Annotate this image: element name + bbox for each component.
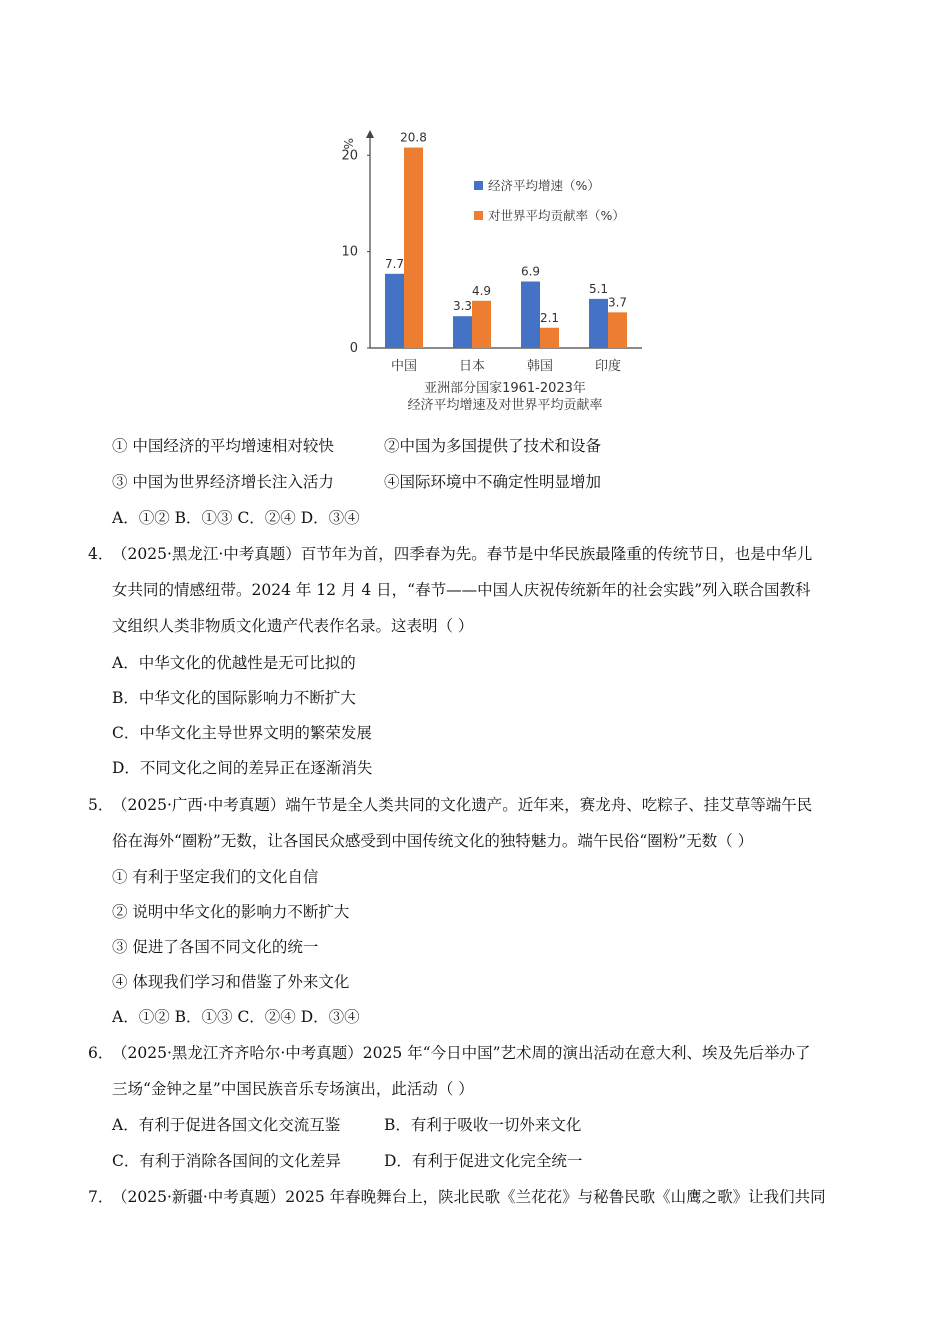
data-label: 5.1 [588, 281, 609, 296]
y-axis-label: % [341, 138, 355, 150]
legend [474, 178, 625, 223]
q3-answer-choices: A．①② B．①③ C．②④ D．③④ [112, 509, 360, 527]
legend-swatch [474, 181, 483, 190]
q6-option-c: C．有利于消除各国间的文化差异 [112, 1152, 341, 1170]
q5-option-1: ① 有利于坚定我们的文化自信 [112, 868, 319, 886]
q4-stem-line1: （2025·黑龙江·中考真题）百节年为首，四季春为先。春节是中华民族最隆重的传统节日，也是中华儿 [112, 545, 813, 563]
q4-option-b: B．中华文化的国际影响力不断扩大 [112, 689, 356, 707]
q5-answer-choices: A．①② B．①③ C．②④ D．③④ [112, 1008, 360, 1026]
q5-number: 5． [88, 796, 114, 814]
y-tick-label: 20 [341, 148, 358, 164]
q6-option-b: B．有利于吸收一切外来文化 [384, 1116, 582, 1134]
q5-option-2: ② 说明中华文化的影响力不断扩大 [112, 903, 350, 921]
data-label: 3.3 [452, 299, 473, 314]
legend-label: 经济平均增速（%） [488, 178, 600, 193]
data-label: 3.7 [607, 295, 628, 310]
q4-stem-line3: 文组织人类非物质文化遗产代表作名录。这表明（ ） [112, 617, 474, 635]
q3-option-4: ④国际环境中不确定性明显增加 [384, 473, 602, 491]
bar-chart [330, 128, 660, 418]
bar-contribution-3 [608, 312, 627, 348]
x-tick-label: 日本 [458, 359, 486, 374]
q6-stem-line2: 三场“金钟之星”中国民族音乐专场演出，此活动（ ） [112, 1080, 474, 1098]
x-tick-label: 印度 [594, 359, 622, 374]
q6-stem-line1: （2025·黑龙江齐齐哈尔·中考真题）2025 年“今日中国”艺术周的演出活动在意大利、埃及先后举办了 [112, 1044, 811, 1062]
y-tick-label: 10 [341, 244, 358, 260]
data-label: 2.1 [539, 310, 560, 325]
q6-option-a: A．有利于促进各国文化交流互鉴 [112, 1116, 341, 1134]
q6-option-d: D．有利于促进文化完全统一 [384, 1152, 583, 1170]
data-label: 6.9 [520, 264, 541, 279]
q5-stem-line1: （2025·广西·中考真题）端午节是全人类共同的文化遗产。近年来，赛龙舟、吃粽子、挂艾草等端午民 [112, 796, 813, 814]
bar-contribution-0 [404, 148, 423, 348]
y-axis-arrow [366, 130, 374, 138]
bar-contribution-1 [472, 301, 491, 348]
bar-growth-1 [453, 316, 472, 348]
data-label: 4.9 [471, 283, 492, 298]
bar-growth-2 [521, 282, 540, 348]
q4-number: 4． [88, 545, 114, 563]
q4-option-a: A．中华文化的优越性是无可比拟的 [112, 654, 356, 672]
q4-option-c: C．中华文化主导世界文明的繁荣发展 [112, 724, 372, 742]
x-tick-labels [391, 358, 621, 374]
q6-number: 6． [88, 1044, 114, 1062]
y-tick-label: 0 [349, 341, 358, 356]
x-tick-label: 中国 [390, 359, 418, 374]
q3-option-1: ① 中国经济的平均增速相对较快 [112, 437, 334, 455]
q5-option-3: ③ 促进了各国不同文化的统一 [112, 938, 319, 956]
q5-option-4: ④ 体现我们学习和借鉴了外来文化 [112, 973, 350, 991]
chart-title-line1: 亚洲部分国家1961-2023年 [424, 381, 586, 396]
q5-stem-line2: 俗在海外“圈粉”无数，让各国民众感受到中国传统文化的独特魅力。端午民俗“圈粉”无数（ ） [112, 832, 754, 850]
bar-contribution-2 [540, 328, 559, 348]
q4-stem-line2: 女共同的情感纽带。2024 年 12 月 4 日，“春节——中国人庆祝传统新年的社会实践”列入联合国教科 [112, 581, 811, 599]
legend-label: 对世界平均贡献率（%） [488, 208, 625, 223]
chart-svg [330, 128, 660, 418]
chart-title-line2: 经济平均增速及对世界平均贡献率 [407, 398, 603, 413]
bar-growth-0 [385, 274, 404, 348]
q7-stem-line1: （2025·新疆·中考真题）2025 年春晚舞台上，陕北民歌《兰花花》与秘鲁民歌《山鹰之歌》让我们共同 [112, 1188, 826, 1206]
bars [385, 131, 627, 348]
q4-option-d: D．不同文化之间的差异正在逐渐消失 [112, 759, 373, 777]
data-label: 20.8 [400, 130, 427, 145]
legend-swatch [474, 211, 483, 220]
data-label: 7.7 [384, 256, 405, 271]
q3-option-3: ③ 中国为世界经济增长注入活力 [112, 473, 334, 491]
q3-option-2: ②中国为多国提供了技术和设备 [384, 437, 602, 455]
bar-growth-3 [589, 299, 608, 348]
y-ticks [341, 148, 370, 356]
x-tick-label: 韩国 [526, 359, 554, 374]
q7-number: 7． [88, 1188, 114, 1206]
